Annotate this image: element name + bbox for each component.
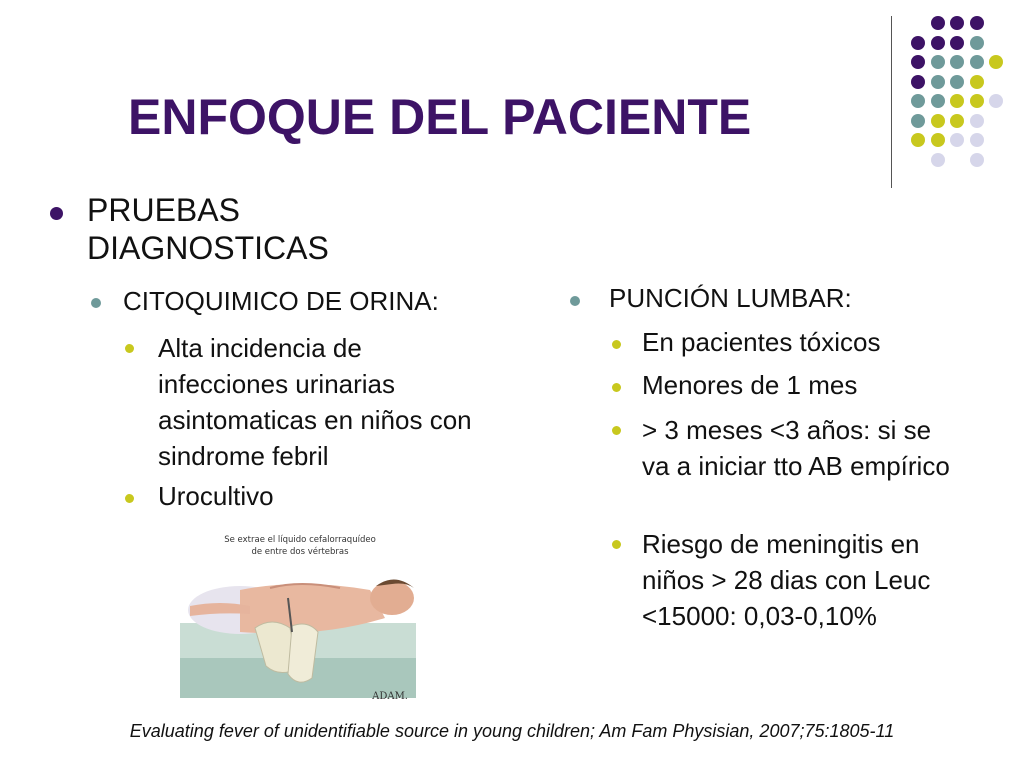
decorative-dot <box>950 94 964 108</box>
bullet-dot-teal <box>91 298 101 308</box>
bullet-dot-yellow <box>612 540 621 549</box>
title-divider-line <box>891 16 892 188</box>
decorative-dot <box>911 55 925 69</box>
figure-caption-line1: Se extrae el líquido cefalorraquídeo <box>224 535 376 545</box>
decorative-dot <box>931 55 945 69</box>
decorative-dot <box>950 114 964 128</box>
bullet-dot-yellow <box>125 344 134 353</box>
bullet-dot-yellow <box>612 340 621 349</box>
decorative-dot <box>989 94 1003 108</box>
right-item-2: Menores de 1 mes <box>642 370 858 400</box>
decorative-dot <box>970 75 984 89</box>
decorative-dot <box>970 36 984 50</box>
bullet-dot-purple <box>50 207 63 220</box>
right-item-1: En pacientes tóxicos <box>642 327 881 357</box>
heading-puncion-lumbar: PUNCIÓN LUMBAR: <box>609 283 852 313</box>
decorative-dot <box>950 75 964 89</box>
decorative-dot <box>970 133 984 147</box>
subheading-citoquimico: CITOQUIMICO DE ORINA: <box>123 286 439 316</box>
left-item-2: Urocultivo <box>158 481 274 511</box>
decorative-dot <box>970 153 984 167</box>
heading-pruebas-diagnosticas: PRUEBAS DIAGNOSTICAS <box>87 192 329 266</box>
right-item-4: Riesgo de meningitis en niños > 28 dias con Leuc <15000: 0,03-0,10% <box>642 529 931 631</box>
decorative-dot <box>970 55 984 69</box>
bullet-dot-yellow <box>612 426 621 435</box>
citation-footer: Evaluating fever of unidentifiable source in young children; Am Fam Physisian, 2007;75:1805-11 <box>129 721 895 741</box>
bullet-dot-teal <box>570 296 580 306</box>
decorative-dot <box>911 94 925 108</box>
decorative-dot <box>931 133 945 147</box>
decorative-dot <box>970 114 984 128</box>
adam-logo: ADAM. <box>372 691 408 702</box>
decorative-dot <box>911 75 925 89</box>
bullet-dot-yellow <box>612 383 621 392</box>
decorative-dot <box>950 36 964 50</box>
decorative-dot <box>931 153 945 167</box>
decorative-dot <box>950 55 964 69</box>
right-item-3: > 3 meses <3 años: si se va a iniciar tto AB empírico <box>642 415 950 481</box>
decorative-dot <box>931 36 945 50</box>
decorative-dot <box>931 16 945 30</box>
decorative-dot <box>911 36 925 50</box>
decorative-dot <box>950 16 964 30</box>
decorative-dot <box>989 55 1003 69</box>
decorative-dot <box>970 16 984 30</box>
bullet-dot-yellow <box>125 494 134 503</box>
decorative-dot <box>931 75 945 89</box>
lumbar-puncture-illustration <box>180 528 420 703</box>
figure-caption-line2: de entre dos vértebras <box>251 547 349 557</box>
left-item-1: Alta incidencia de infecciones urinarias asintomaticas en niños con sindrome febril <box>158 333 472 471</box>
decorative-dot <box>970 94 984 108</box>
slide-title: ENFOQUE DEL PACIENTE <box>128 89 752 145</box>
decorative-dot <box>950 133 964 147</box>
decorative-dot <box>931 94 945 108</box>
decorative-dot <box>911 133 925 147</box>
decorative-dot <box>931 114 945 128</box>
decorative-dot <box>911 114 925 128</box>
